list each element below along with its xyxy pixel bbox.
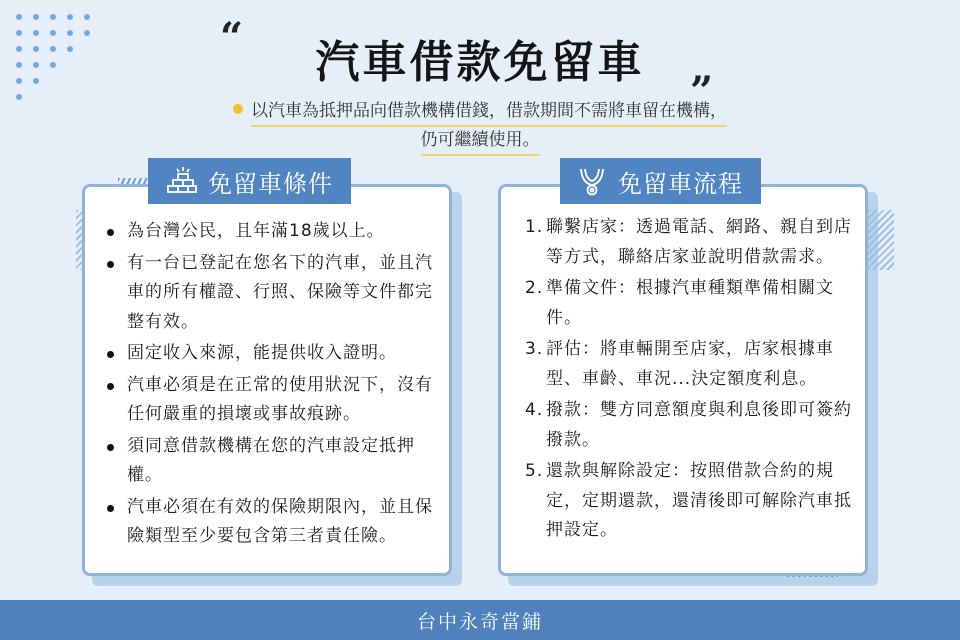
step-number: 2. [525, 278, 544, 298]
list-item [525, 335, 859, 394]
conditions-heading-label: 免留車條件 [208, 169, 333, 198]
list-item [525, 396, 859, 455]
list-item: 固定收入來源，能提供收入證明。 [105, 339, 439, 369]
stripe-decoration [868, 210, 894, 270]
list-item: 汽車必須是在正常的使用狀況下，沒有任何嚴重的損壞或事故痕跡。 [105, 371, 439, 430]
step-number: 1. [525, 217, 544, 237]
list-item: 有一台已登記在您名下的汽車，並且汽車的所有權證、行照、保險等文件都完整有效。 [105, 249, 439, 338]
step-text: 準備文件：根據汽車種類準備相關文件。 [546, 278, 834, 328]
step-text: 評估：將車輛開至店家，店家根據車型、車齡、車況...決定額度利息。 [546, 339, 834, 389]
list-item [525, 457, 859, 546]
step-number: 5. [525, 461, 544, 481]
step-text: 撥款：雙方同意額度與利息後即可簽約撥款。 [546, 400, 852, 450]
step-text: 還款與解除設定：按照借款合約的規定，定期還款，還清後即可解除汽車抵押設定。 [546, 461, 852, 540]
subtitle-line-2: 仍可繼續使用。 [421, 127, 540, 156]
list-item [525, 274, 859, 333]
process-steps [525, 213, 859, 548]
list-item: 為台灣公民，且年滿18歲以上。 [105, 217, 439, 247]
conditions-panel [82, 184, 452, 576]
list-item: 須同意借款機構在您的汽車設定抵押權。 [105, 432, 439, 491]
footer-bar [0, 600, 960, 640]
process-panel [498, 184, 868, 576]
open-quote-icon: “ [220, 14, 244, 61]
process-heading-label: 免留車流程 [618, 169, 743, 198]
bullet-dot-icon [233, 104, 243, 114]
subtitle [0, 98, 960, 156]
list-item: 汽車必須在有效的保險期限內，並且保險類型至少要包含第三者責任險。 [105, 493, 439, 552]
step-number: 3. [525, 339, 544, 359]
process-heading [560, 158, 761, 204]
step-number: 4. [525, 400, 544, 420]
conditions-list [105, 217, 439, 554]
conditions-heading [148, 158, 351, 204]
list-item [525, 213, 859, 272]
close-quote-icon: ” [690, 68, 714, 115]
page-title: 汽車借款免留車 [315, 37, 645, 88]
subtitle-line-1: 以汽車為抵押品向借款機構借錢，借款期間不需將車留在機構， [251, 98, 727, 127]
footer-brand: 台中永奇當鋪 [416, 610, 543, 633]
necklace-icon [576, 165, 608, 197]
stacked-coins-icon [164, 166, 198, 196]
step-text: 聯繫店家：透過電話、網路、親自到店等方式，聯絡店家並說明借款需求。 [546, 217, 852, 267]
